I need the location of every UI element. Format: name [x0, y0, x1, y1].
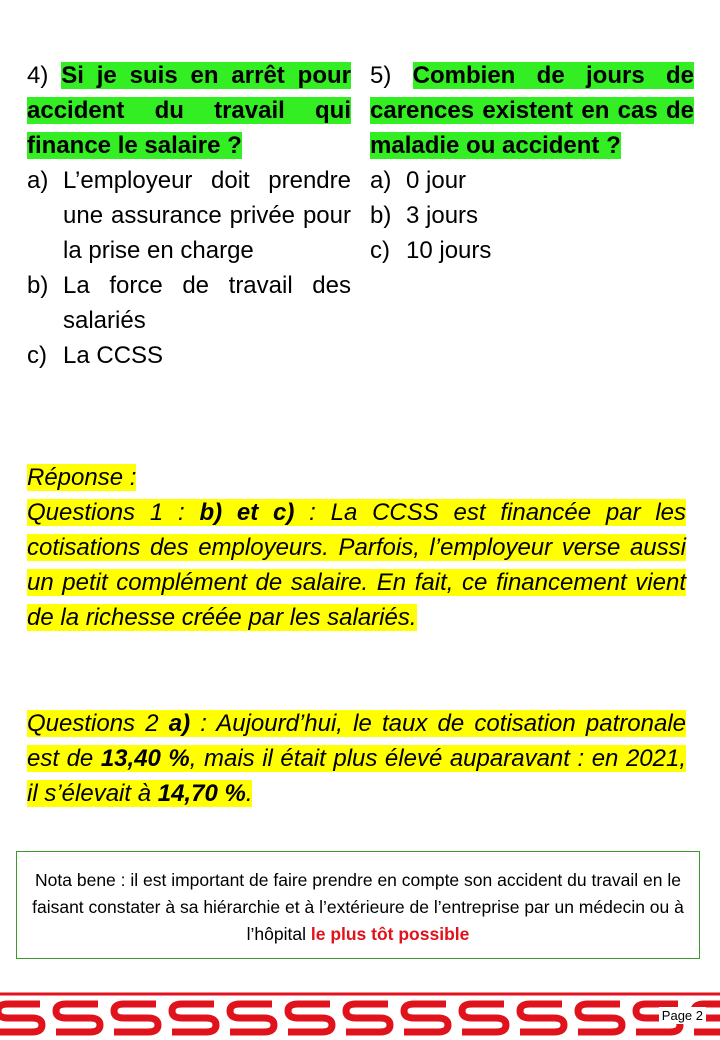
answer-2-text-1: : Aujourd’hui, le taux de cotisation patronale est de — [27, 710, 686, 772]
answer-block — [27, 460, 686, 635]
option-5a — [370, 163, 694, 198]
page-number: Page 2 — [659, 1007, 706, 1024]
question-4-options — [27, 163, 351, 373]
answer-paragraph-1 — [27, 460, 686, 635]
option-text: La force de travail des salariés — [63, 272, 351, 334]
option-text: 10 jours — [406, 237, 492, 264]
option-letter: a) — [27, 167, 49, 194]
rate-2021: 14,70 % — [157, 780, 246, 807]
question-4-heading — [27, 58, 351, 163]
question-5-number: 5) — [370, 62, 392, 89]
option-4b — [27, 268, 351, 338]
answer-2-choice: a) — [168, 710, 191, 737]
option-4c — [27, 338, 351, 373]
footer-pattern-graphic — [0, 990, 720, 1040]
question-4-text: Si je suis en arrêt pour accident du travail qui finance le salaire ? — [27, 62, 351, 159]
answer-2-text-2: , mais il était plus élevé auparavant : en 2021, il s’élevait à — [27, 745, 686, 807]
answer-1-label: Questions 1 : — [27, 499, 185, 526]
option-5c — [370, 233, 694, 268]
nota-bene-box — [16, 851, 700, 959]
question-5-options — [370, 163, 694, 268]
answer-2-label: Questions 2 — [27, 710, 159, 737]
option-letter: b) — [27, 272, 49, 299]
option-letter: b) — [370, 202, 392, 229]
option-text: La CCSS — [63, 342, 164, 369]
rate-current: 13,40 % — [100, 745, 190, 772]
answer-2-end: . — [245, 780, 253, 807]
question-5-heading — [370, 58, 694, 163]
answer-1-text: : La CCSS est financée par les cotisations des employeurs. Parfois, l’employeur verse aussi un petit complément de salaire. En fait, ce financement vient de la richesse créée par les salariés. — [27, 499, 687, 631]
option-letter: c) — [370, 237, 390, 264]
option-text: 0 jour — [406, 167, 467, 194]
answer-heading: Réponse : — [27, 464, 137, 491]
question-4 — [27, 58, 351, 373]
question-5 — [370, 58, 694, 268]
nota-bene-emphasis: le plus tôt possible — [310, 924, 470, 944]
question-4-number: 4) — [27, 62, 49, 89]
answer-paragraph-2 — [27, 706, 686, 811]
option-text: 3 jours — [406, 202, 479, 229]
option-letter: a) — [370, 167, 392, 194]
option-text: L’employeur doit prendre une assurance privée pour la prise en charge — [63, 167, 351, 264]
footer-decoration — [0, 990, 720, 1040]
nota-bene-text: Nota bene : il est important de faire prendre en compte son accident du travail en le faisant constater à sa hiérarchie et à l’extérieure de l’entreprise par un médecin ou à l’hôpital — [32, 870, 684, 944]
option-letter: c) — [27, 342, 47, 369]
answer-block-2 — [27, 706, 686, 811]
option-5b — [370, 198, 694, 233]
question-5-text: Combien de jours de carences existent en cas de maladie ou accident ? — [370, 62, 694, 159]
answer-1-choices: b) et c) — [199, 499, 295, 526]
option-4a — [27, 163, 351, 268]
